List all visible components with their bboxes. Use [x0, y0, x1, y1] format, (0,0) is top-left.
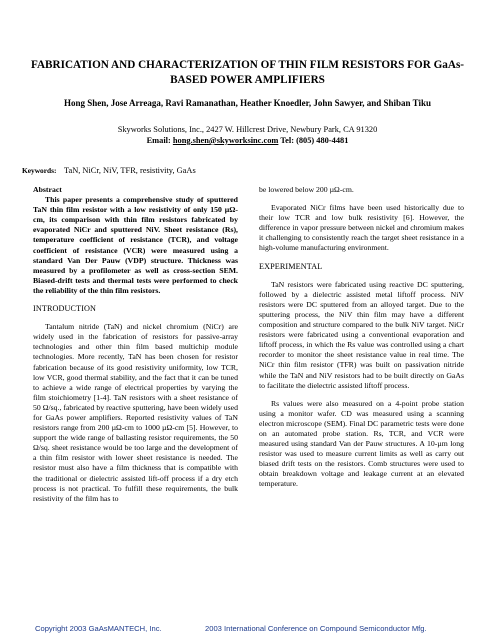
email-link[interactable]: hong.shen@skyworksinc.com: [172, 136, 279, 145]
affiliation-block: [20, 124, 475, 146]
footer-conference: 2003 International Conference on Compound Semiconductor Mfg.: [205, 624, 427, 633]
left-column: [33, 185, 238, 512]
right-column: [259, 185, 464, 498]
keywords-line: [22, 166, 196, 175]
keywords-list: TaN, NiCr, NiV, TFR, resistivity, GaAs: [63, 166, 196, 175]
keywords-label: Keywords:: [22, 166, 57, 175]
experimental-heading: EXPERIMENTAL: [259, 261, 323, 271]
author-list: Hong Shen, Jose Arreaga, Ravi Ramanathan, Heather Knoedler, John Sawyer, and Shiban Tiku: [64, 98, 431, 108]
nicr-paragraph: Evaporated NiCr films have been used historically due to their low TCR and low bulk resistivity [6]. However, the difference in vapor pressure between nickel and chromium makes it challenging to consistently reach the target sheet resistance in a high-volume manufacturing environment.: [259, 203, 464, 253]
abstract-text: This paper presents a comprehensive study of sputtered TaN thin film resistor with a low resistivity of only 150 µΩ-cm, its comparison with thin film resistors fabricated by evaporated NiCr and sputtered NiV. Sheet resistance (Rs), temperature coefficient of resistance (TCR), and voltage coefficient of resistance (VCR) were measured using a standard Van Der Pauw (VDP) structure. Thickness was measured by a profilometer as well as cross-section SEM. Biased-drift tests and thermal tests were performed to check the reliability of the thin film resistors.: [33, 195, 238, 295]
telephone: Tel: (805) 480-4481: [278, 136, 349, 145]
contact-line: [20, 135, 475, 146]
affiliation-address: Skyworks Solutions, Inc., 2427 W. Hillcrest Drive, Newbury Park, CA 91320: [117, 125, 378, 134]
introduction-paragraph: Tantalum nitride (TaN) and nickel chromium (NiCr) are widely used in the fabrication of resistors for passive-array technologies and other thin film based multichip module technologies. More recently, TaN has been chosen for resistor fabrication because of its good resistivity uniformity, low TCR, low VCR, good thermal stability, and the fact that it can be tuned to achieve a wide range of electrical properties by varying the film stoichiometry [1-4]. TaN resistors with a sheet resistance of 50 Ω/sq., fabricated by reactive sputtering, have been widely used for GaAs power amplifiers. Reported resistivity values of TaN resistors range from 200 µΩ-cm to 1000 µΩ-cm [5]. However, to support the wide range of ballasting resistor requirements, the 50 Ω/sq. sheet resistance would be too large and the development of a thin film resistor with lower sheet resistance is needed. The resistor must also have a film thickness that is compatible with the traditional or dielectric assisted lift-off process if a dry etch process is not practical. To fulfill these requirements, the bulk resistivity of the film has to: [33, 322, 238, 503]
experimental-paragraph-1: TaN resistors were fabricated using reactive DC sputtering, followed by a dielectric assisted metal liftoff process. NiV resistors were DC sputtered from an alloyed target. Due to the sputtering process, the NiV thin film may have a different composition and structure compared to the bulk NiV target. NiCr resistors were fabricated using a conventional evaporation and liftoff process, in which the Rs value was controlled using a chart recorder to monitor the sheet resistance value in real time. The NiCr thin film resistor (TFR) was built on passivation nitride while the TaN and NiV resistors had to be built directly on GaAs to facilitate the dielectric assisted liftoff process.: [259, 279, 464, 390]
introduction-heading: INTRODUCTION: [33, 304, 97, 314]
email-label: Email:: [146, 136, 173, 145]
abstract-heading: Abstract: [33, 185, 62, 194]
footer-copyright: Copyright 2003 GaAsMANTECH, Inc.: [35, 624, 162, 633]
paper-title: FABRICATION AND CHARACTERIZATION OF THIN FILM RESISTORS FOR GaAs-BASED POWER AMPLIFIERS: [30, 59, 465, 86]
intro-continuation: be lowered below 200 µΩ-cm.: [259, 185, 354, 194]
experimental-paragraph-2: Rs values were also measured on a 4-point probe station using a monitor wafer. CD was measured using a scanning electron microscope (SEM). Final DC parametric tests were done on an automated probe station. Rs, TCR, and VCR were measured using standard Van der Pauw structures. A 10-µm long resistor was used to measure current limits as well as carry out biased drift tests on the resistors. Comb structures were used to obtain breakdown voltage and leakage current at an elevated temperature.: [259, 398, 464, 489]
